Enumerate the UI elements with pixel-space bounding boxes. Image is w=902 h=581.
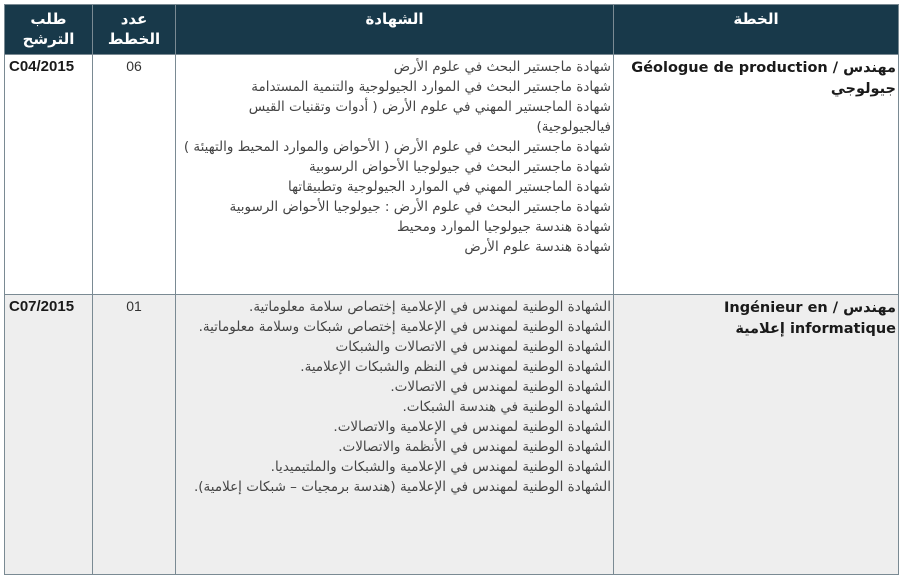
- certificate-item: شهادة الماجستير المهني في علوم الأرض ( أدوات وتقنيات القيس فيالجيولوجية): [248, 99, 611, 135]
- certificate-item: الشهادة الوطنية لمهندس في الاتصالات.: [390, 379, 611, 395]
- certificate-item: الشهادة الوطنية لمهندس في الأنظمة والاتصالات.: [338, 439, 611, 455]
- certificate-item: الشهادة الوطنية في هندسة الشبكات.: [402, 399, 611, 415]
- header-certificate: الشهادة: [176, 5, 614, 55]
- plan-count: 06: [93, 55, 176, 295]
- header-request: طلب الترشح: [5, 5, 93, 55]
- certificate-item: الشهادة الوطنية لمهندس في الإعلامية والشبكات والملتيميديا.: [270, 459, 611, 475]
- certificates-cell: [176, 55, 614, 295]
- certificate-item: شهادة هندسة جيولوجيا الموارد ومحيط: [396, 219, 611, 235]
- header-plan: الخطة: [614, 5, 899, 55]
- table-row: [5, 295, 899, 575]
- plan-title: مهندس / Ingénieur en informatique إعلامية: [614, 295, 899, 575]
- certificate-item: شهادة هندسة علوم الأرض: [464, 239, 611, 255]
- certificate-item: شهادة ماجستير البحث في جيولوجيا الأحواض الرسوبية: [309, 159, 611, 175]
- plan-title: مهندس / Géologue de production جيولوجي: [614, 55, 899, 295]
- request-code: C04/2015: [5, 55, 93, 295]
- certificate-item: الشهادة الوطنية لمهندس في الإعلامية إختصاص شبكات وسلامة معلوماتية.: [198, 319, 611, 335]
- certificate-item: الشهادة الوطنية لمهندس في الاتصالات والشبكات: [335, 339, 611, 355]
- table-row: [5, 55, 899, 295]
- certificate-item: الشهادة الوطنية لمهندس في الإعلامية (هندسة برمجيات – شبكات إعلامية).: [193, 479, 611, 495]
- plans-table: [4, 4, 899, 575]
- certificates-cell: [176, 295, 614, 575]
- certificate-item: شهادة الماجستير المهني في الموارد الجيولوجية وتطبيقاتها: [288, 179, 611, 195]
- certificate-item: الشهادة الوطنية لمهندس في الإعلامية والاتصالات.: [333, 419, 611, 435]
- certificate-item: شهادة ماجستير البحث في علوم الأرض: [393, 59, 611, 75]
- header-row: [5, 5, 899, 55]
- certificate-item: الشهادة الوطنية لمهندس في النظم والشبكات الإعلامية.: [300, 359, 611, 375]
- certificate-item: شهادة ماجستير البحث في الموارد الجيولوجية والتنمية المستدامة: [251, 79, 611, 95]
- header-count: عدد الخطط: [93, 5, 176, 55]
- certificate-item: شهادة ماجستير البحث في علوم الأرض ( الأحواض والموارد المحيط والتهيئة ): [183, 139, 611, 155]
- request-code: C07/2015: [5, 295, 93, 575]
- certificate-item: الشهادة الوطنية لمهندس في الإعلامية إختصاص سلامة معلوماتية.: [249, 299, 611, 315]
- certificate-item: شهادة ماجستير البحث في علوم الأرض : جيولوجيا الأحواض الرسوبية: [229, 199, 611, 215]
- plan-count: 01: [93, 295, 176, 575]
